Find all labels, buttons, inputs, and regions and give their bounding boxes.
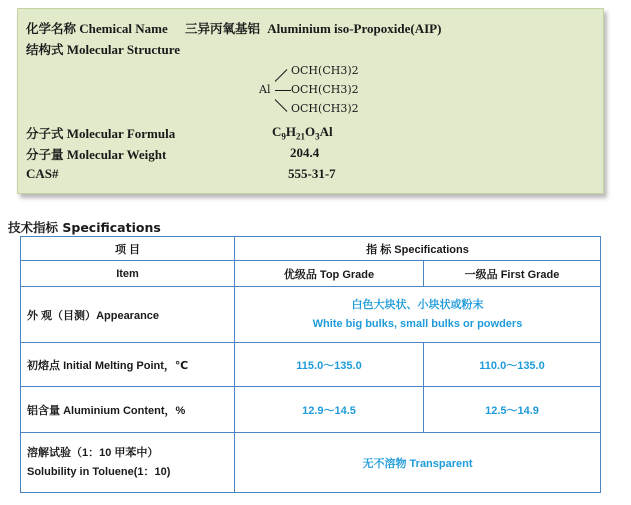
chemical-name-value-zh: 三异丙氧基铝	[184, 21, 260, 36]
formula-subscript: 9	[281, 131, 286, 142]
row-value: 白色大块状、小块状或粉末 White big bulks, small bulks or powders	[235, 287, 601, 343]
specifications-title: 技术指标 Specifications	[8, 220, 161, 235]
table-subheader-row	[21, 261, 601, 287]
row-value-first-grade: 12.5～14.9	[424, 387, 601, 433]
structure-label-en: Molecular Structure	[66, 42, 181, 57]
weight-label-zh: 分子量	[26, 147, 64, 162]
chemical-name-label-zh: 化学名称	[26, 21, 77, 36]
specifications-table	[20, 236, 601, 493]
header-item-zh: 项 目	[21, 237, 235, 261]
structure-bond-middle	[275, 90, 291, 91]
weight-value: 204.4	[290, 145, 320, 160]
formula-element: Al	[319, 124, 333, 139]
row-value: 无不溶物 Transparent	[235, 433, 601, 493]
cas-label: CAS#	[26, 166, 59, 181]
structure-group: OCH(CH3)2	[291, 83, 359, 96]
formula-label-row	[26, 124, 175, 142]
formula-label-zh: 分子式	[26, 126, 64, 141]
weight-label-en: Molecular Weight	[66, 147, 167, 162]
formula-label-en: Molecular Formula	[66, 126, 176, 141]
chemical-name-label-en: Chemical Name	[79, 21, 168, 36]
formula-element: H	[285, 124, 297, 139]
formula-element: C	[272, 124, 282, 139]
weight-label-row	[26, 145, 166, 163]
row-value-top-grade: 12.9～14.5	[235, 387, 424, 433]
formula-subscript: 3	[315, 131, 320, 142]
row-label: 外 观（目测）Appearance	[21, 287, 235, 343]
formula-element: O	[305, 124, 316, 139]
chemical-name-row	[26, 19, 441, 37]
structure-label-zh: 结构式	[26, 42, 64, 57]
formula-value	[272, 124, 333, 142]
row-value-first-grade: 110.0～135.0	[424, 343, 601, 387]
table-row	[21, 343, 601, 387]
product-info-panel	[17, 8, 604, 194]
row-label: 铝含量 Aluminium Content，%	[21, 387, 235, 433]
row-label: 溶解试验（1：10 甲苯中） Solubility in Toluene(1：10)	[21, 433, 235, 493]
table-row	[21, 387, 601, 433]
structure-label-row	[26, 40, 180, 58]
table-header-row	[21, 237, 601, 261]
formula-subscript: 21	[296, 131, 306, 142]
chemical-name-value-en: Aluminium iso-Propoxide(AIP)	[267, 21, 442, 36]
structure-bond-upper	[275, 69, 288, 82]
structure-group: OCH(CH3)2	[291, 64, 359, 77]
structure-group: OCH(CH3)2	[291, 102, 359, 115]
header-top-grade: 优级品 Top Grade	[235, 261, 424, 287]
header-item-en: Item	[21, 261, 235, 287]
structure-center-atom: Al	[259, 83, 271, 96]
cas-value: 555-31-7	[288, 166, 336, 181]
row-label: 初熔点 Initial Melting Point，℃	[21, 343, 235, 387]
header-first-grade: 一级品 First Grade	[424, 261, 601, 287]
row-value-top-grade: 115.0～135.0	[235, 343, 424, 387]
header-specifications: 指 标 Specifications	[235, 237, 601, 261]
table-row	[21, 287, 601, 343]
table-row	[21, 433, 601, 493]
structure-bond-lower	[275, 99, 288, 112]
